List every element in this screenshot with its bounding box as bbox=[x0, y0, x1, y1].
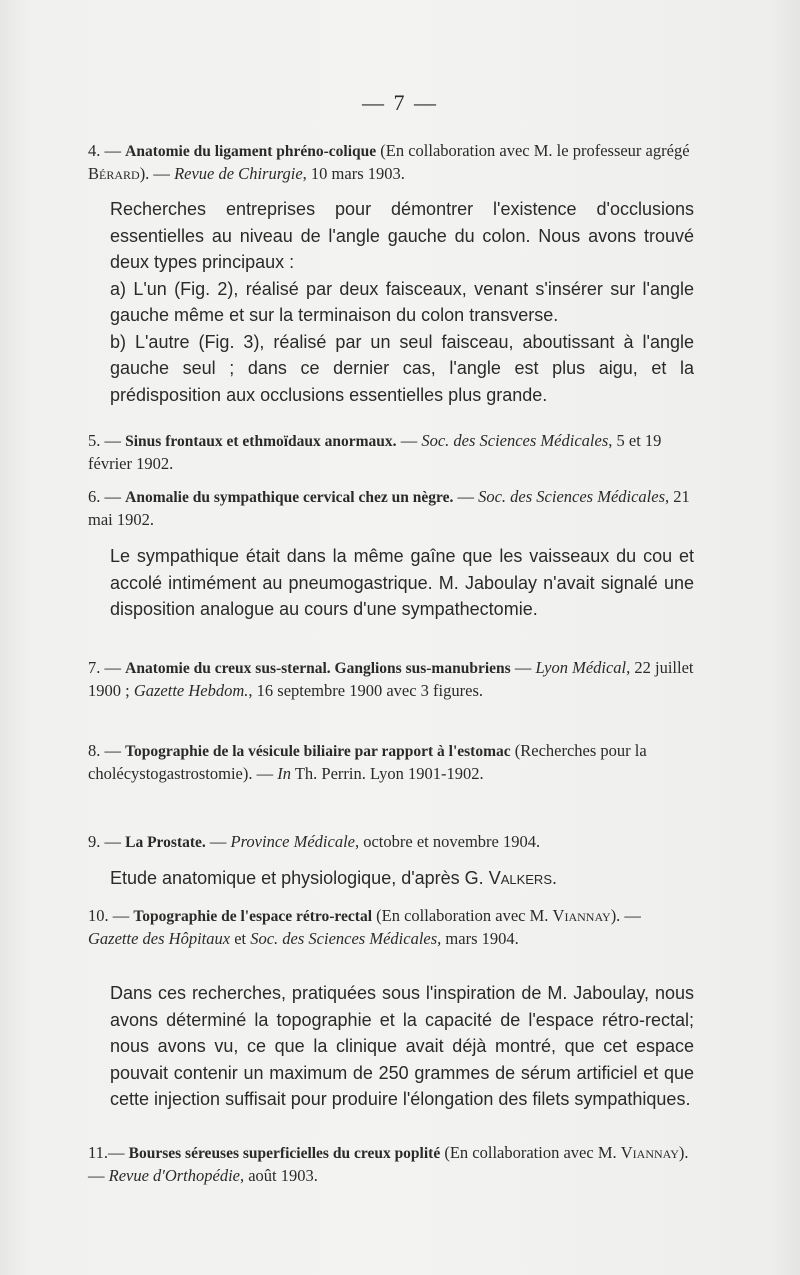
entry-separator: ). — bbox=[88, 1143, 689, 1185]
paragraph-text: Dans ces recherches, pratiquées sous l'inspiration de M. Jaboulay, nous avons déterminé la topographie et la capacité de l'espace rétro-rectal; nous avons vu, ce que la clinique avait déjà montré, que cet espace pouvait contenir un maximum de 250 grammes de sérum artificiel et que cette injection suffisait pour produire l'élongation des filets sympathiques. bbox=[110, 983, 694, 1109]
entry-separator: — bbox=[100, 658, 126, 677]
entry-journal: Revue de Chirurgie bbox=[174, 164, 303, 183]
entry-separator: — bbox=[108, 906, 134, 925]
entry-4 bbox=[88, 140, 694, 185]
entry-separator: — bbox=[100, 487, 126, 506]
paragraph-line: Recherches entreprises pour démontrer l'existence d'occlusions essentielles au niveau de l'angle gauche du colon. Nous avons trouvé deux types principaux : bbox=[110, 199, 694, 272]
entry-date: , 21 mai 1902. bbox=[88, 487, 690, 529]
paragraph-4 bbox=[88, 196, 694, 408]
entry-date: , 5 et 19 février 1902. bbox=[88, 431, 662, 473]
entry-title: Bourses séreuses superficielles du creux poplité bbox=[128, 1145, 441, 1162]
paragraph-9 bbox=[88, 865, 694, 892]
entry-separator: — bbox=[510, 658, 536, 677]
paragraph-text bbox=[88, 865, 694, 892]
entry-author: Viannay bbox=[552, 906, 611, 925]
entry-7 bbox=[88, 657, 694, 702]
entry-title: Anatomie du creux sus-sternal. Ganglions sus-manubriens bbox=[125, 660, 511, 677]
entry-date-2: mars 1904. bbox=[441, 929, 519, 948]
entry-number: 4. bbox=[88, 141, 101, 160]
entry-date: , 22 juillet 1900 ; bbox=[88, 658, 694, 700]
entry-author: Bérard bbox=[88, 164, 140, 183]
entry-separator: — bbox=[396, 431, 422, 450]
entry-number: 7. bbox=[88, 658, 101, 677]
paragraph-line: b) L'autre (Fig. 3), réalisé par un seul faisceau, aboutissant à l'angle gauche seul ; dans ce dernier cas, l'angle est plus aigu, et la prédisposition aux occlusions essentielles plus grande. bbox=[110, 331, 694, 405]
entry-separator: — bbox=[100, 741, 126, 760]
entry-date: Th. Perrin. Lyon 1901-1902. bbox=[291, 764, 484, 783]
entry-number: 8. bbox=[88, 741, 101, 760]
entry-number: 9. bbox=[88, 832, 101, 851]
entry-title: Topographie de la vésicule biliaire par rapport à l'estomac bbox=[125, 743, 511, 760]
entry-date: , août 1903. bbox=[239, 1166, 318, 1185]
entry-journal: In bbox=[277, 764, 292, 783]
entry-separator: ). — bbox=[610, 906, 641, 925]
entry-number: 11. bbox=[88, 1143, 109, 1162]
entry-date: , octobre et novembre 1904. bbox=[354, 832, 541, 851]
entry-title: Anatomie du ligament phréno-colique bbox=[125, 143, 377, 160]
entry-date-2: , 16 septembre 1900 avec 3 figures. bbox=[248, 681, 483, 700]
entry-date: , 10 mars 1903. bbox=[302, 164, 405, 183]
entry-number: 6. bbox=[88, 487, 101, 506]
entry-separator: — bbox=[100, 431, 126, 450]
paragraph-text-post: . bbox=[552, 868, 558, 888]
entry-number: 10. bbox=[88, 906, 109, 925]
entry-separator: — bbox=[453, 487, 479, 506]
entry-separator: — bbox=[108, 1143, 129, 1162]
entry-note: (Recherches pour la cholécystogastrostomie). — bbox=[88, 741, 647, 783]
entry-journal: Soc. des Sciences Médicales bbox=[421, 431, 609, 450]
entry-collab: (En collaboration avec M. bbox=[372, 906, 553, 925]
entry-separator: — bbox=[100, 832, 126, 851]
entry-journal: Soc. des Sciences Médicales bbox=[478, 487, 666, 506]
entry-journal-2: Gazette Hebdom. bbox=[133, 681, 249, 700]
entry-separator: ). — bbox=[139, 164, 175, 183]
entry-6 bbox=[88, 486, 694, 531]
entry-title: Topographie de l'espace rétro-rectal bbox=[133, 908, 373, 925]
entry-number: 5. bbox=[88, 431, 101, 450]
author-name: Valkers bbox=[488, 868, 552, 888]
entry-8 bbox=[88, 740, 694, 785]
entry-author: Viannay bbox=[620, 1143, 679, 1162]
entry-separator: — bbox=[100, 141, 126, 160]
entry-title: La Prostate. bbox=[125, 834, 206, 851]
entry-journal: Lyon Médical bbox=[535, 658, 627, 677]
entry-title: Sinus frontaux et ethmoïdaux anormaux. bbox=[125, 433, 397, 450]
entry-collab: (En collaboration avec M. le professeur agrégé bbox=[376, 141, 690, 160]
entry-journal: Revue d'Orthopédie bbox=[108, 1166, 240, 1185]
entry-connector: et bbox=[230, 929, 251, 948]
paragraph-line: a) L'un (Fig. 2), réalisé par deux faisceaux, venant s'insérer sur l'angle gauche même et sur la terminaison du colon transverse. bbox=[110, 278, 694, 325]
paragraph-6 bbox=[88, 543, 694, 623]
paragraph-text: Le sympathique était dans la même gaîne que les vaisseaux du cou et accolé intimément au pneumogastrique. M. Jaboulay n'avait signalé une disposition analogue au cours d'une sympathectomie. bbox=[110, 546, 694, 619]
entry-journal: Gazette des Hôpitaux bbox=[88, 929, 231, 948]
entry-title: Anomalie du sympathique cervical chez un nègre. bbox=[125, 489, 454, 506]
page-number: — 7 — bbox=[362, 90, 438, 115]
entry-10 bbox=[88, 905, 694, 950]
entry-5 bbox=[88, 430, 694, 475]
paragraph-10 bbox=[88, 980, 694, 1113]
entry-journal: Province Médicale bbox=[230, 832, 355, 851]
entry-11 bbox=[88, 1142, 694, 1187]
entry-9 bbox=[88, 831, 694, 854]
entry-journal-2: Soc. des Sciences Médicales, bbox=[250, 929, 442, 948]
entry-collab: (En collaboration avec M. bbox=[440, 1143, 621, 1162]
entry-separator: — bbox=[205, 832, 231, 851]
paragraph-text-pre: Etude anatomique et physiologique, d'après G. bbox=[110, 868, 489, 888]
